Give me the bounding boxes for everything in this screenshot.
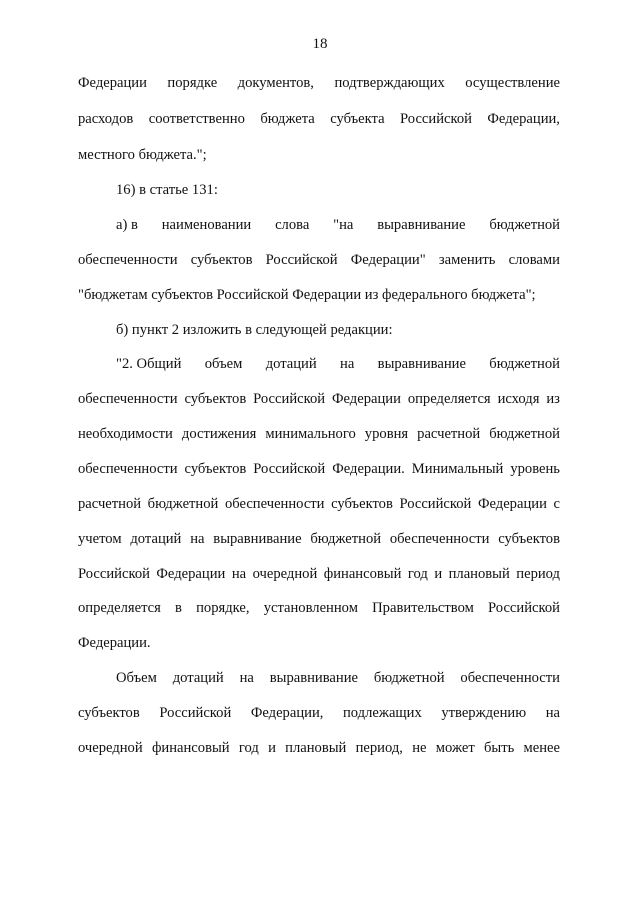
text-line: очередной финансовый год и плановый период, не может быть менее [78,740,560,756]
text-line: Федерации порядке документов, подтверждающих осуществление [78,75,560,91]
text-line: "бюджетам субъектов Российской Федерации из федерального бюджета"; [78,287,536,303]
text-line: субъектов Российской Федерации, подлежащих утверждению на [78,705,560,721]
text-line: обеспеченности субъектов Российской Федерации. Минимальный уровень [78,461,560,477]
text-line: а) в наименовании слова "на выравнивание бюджетной [116,217,560,233]
text-line: "2. Общий объем дотаций на выравнивание бюджетной [116,356,560,372]
text-line: необходимости достижения минимального уровня расчетной бюджетной [78,426,560,442]
text-line: расчетной бюджетной обеспеченности субъектов Российской Федерации с [78,496,560,512]
text-line: Объем дотаций на выравнивание бюджетной обеспеченности [116,670,560,686]
text-line: обеспеченности субъектов Российской Федерации" заменить словами [78,252,560,268]
text-line: учетом дотаций на выравнивание бюджетной обеспеченности субъектов [78,531,560,547]
text-line: Федерации. [78,635,151,651]
page-number: 18 [312,36,328,52]
text-line: местного бюджета."; [78,147,207,163]
text-line: 16) в статье 131: [116,182,218,198]
text-line: Российской Федерации на очередной финансовый год и плановый период [78,566,560,582]
text-line: расходов соответственно бюджета субъекта Российской Федерации, [78,111,560,127]
text-line: определяется в порядке, установленном Правительством Российской [78,600,560,616]
text-line: б) пункт 2 изложить в следующей редакции: [116,322,393,338]
text-line: обеспеченности субъектов Российской Федерации определяется исходя из [78,391,560,407]
